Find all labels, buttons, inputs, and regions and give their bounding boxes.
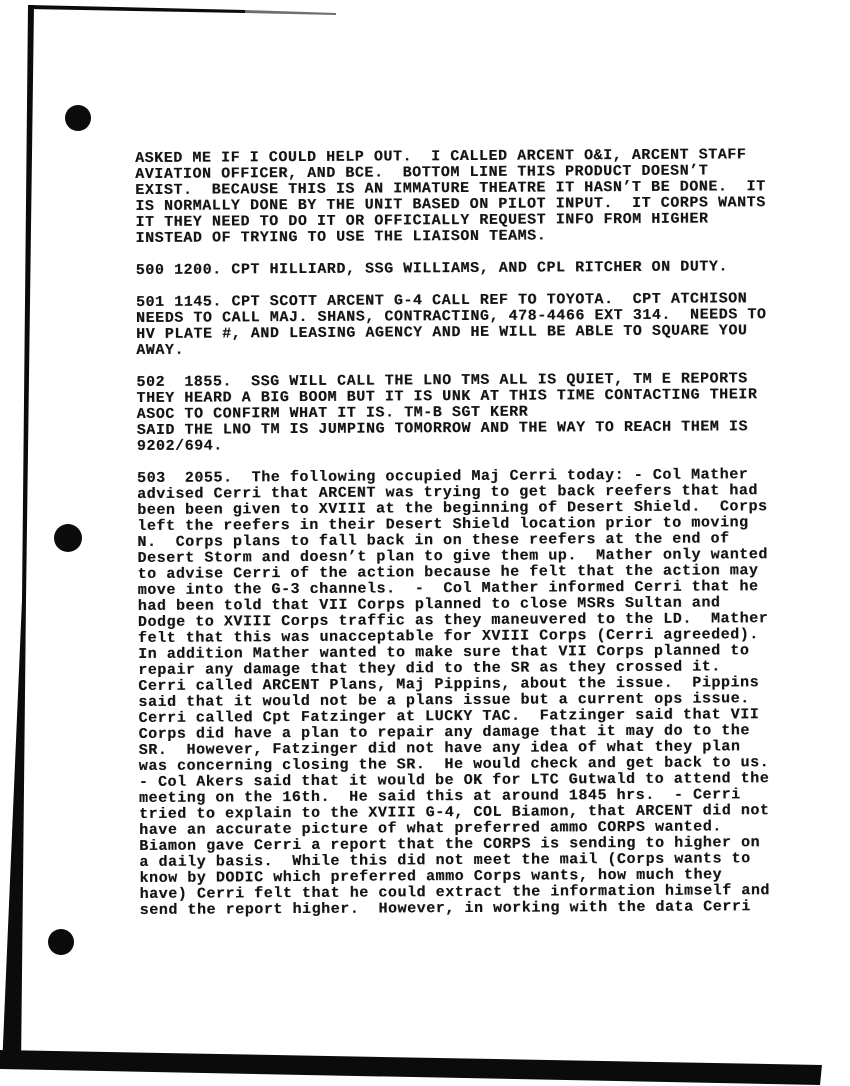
text-line: SR. However, Fatzinger did not have any idea of what they plan xyxy=(138,738,741,759)
typewritten-text-block xyxy=(135,147,788,935)
text-line: - Col Akers said that it would be OK for LTC Gutwald to attend the xyxy=(138,770,770,791)
hole-punch-top xyxy=(65,105,91,131)
entry-503 xyxy=(137,467,788,919)
text-line: Desert Storm and doesn’t plan to give them up. Mather only wanted xyxy=(137,546,768,567)
text-line: ASOC TO CONFIRM WHAT IT IS. TM-B SGT KERR xyxy=(136,403,529,423)
text-line: send the report higher. However, in working with the data Cerri xyxy=(139,898,751,919)
text-line: 9202/694. xyxy=(136,437,223,455)
scan-top-edge-line xyxy=(28,5,245,13)
text-line: AWAY. xyxy=(136,341,185,359)
text-line: Corps did have a plan to repair any damage that it may do to the xyxy=(138,722,750,743)
text-line: In addition Mather wanted to make sure that VII Corps planned to xyxy=(138,642,750,663)
text-line: NEEDS TO CALL MAJ. SHANS, CONTRACTING, 478-4466 EXT 314. NEEDS TO xyxy=(135,306,767,327)
text-line: had been told that VII Corps planned to close MSRs Sultan and xyxy=(137,594,721,615)
text-line: HV PLATE #, AND LEASING AGENCY AND HE WILL BE ABLE TO SQUARE YOU xyxy=(136,322,748,343)
text-line: a daily basis. While this did not meet the mail (Corps wants to xyxy=(139,850,751,871)
text-line: Cerri called Cpt Fatzinger at LUCKY TAC. Fatzinger said that VII xyxy=(138,706,760,727)
text-line: 501 1145. CPT SCOTT ARCENT G-4 CALL REF TO TOYOTA. CPT ATCHISON xyxy=(135,290,748,311)
text-line: been been given to XVIII at the beginning of Desert Shield. Corps xyxy=(137,498,768,519)
text-line: THEY HEARD A BIG BOOM BUT IT IS UNK AT THIS TIME CONTACTING THEIR xyxy=(136,386,758,407)
hole-punch-middle xyxy=(54,524,82,552)
entry-501 xyxy=(136,291,784,359)
text-line: have) Cerri felt that he could extract the information himself and xyxy=(139,882,770,903)
text-line: advised Cerri that ARCENT was trying to get back reefers that had xyxy=(137,482,758,503)
text-line: was concerning closing the SR. He would check and get back to us. xyxy=(138,754,770,775)
scan-top-edge-line-fade xyxy=(245,10,336,15)
entry-502 xyxy=(136,371,784,455)
text-line: N. Corps plans to fall back in on these reefers at the end of xyxy=(137,530,730,551)
text-line: to advise Cerri of the action because he felt that the action may xyxy=(137,562,759,583)
text-line: have an accurate picture of what preferred ammo CORPS wanted. xyxy=(139,818,722,839)
text-line: move into the G-3 channels. - Col Mather informed Cerri that he xyxy=(137,578,759,599)
text-line: INSTEAD OF TRYING TO USE THE LIAISON TEAMS. xyxy=(135,227,547,247)
text-line: 500 1200. CPT HILLIARD, SSG WILLIAMS, AND CPL RITCHER ON DUTY. xyxy=(135,258,728,279)
text-line: EXIST. BECAUSE THIS IS AN IMMATURE THEATRE IT HASN’T BE DONE. IT xyxy=(135,178,766,199)
text-line: Dodge to XVIII Corps traffic as they maneuvered to the LD. Mather xyxy=(137,610,769,631)
text-line: left the reefers in their Desert Shield location prior to moving xyxy=(137,514,749,535)
hole-punch-bottom xyxy=(48,929,74,955)
text-line: IT THEY NEED TO DO IT OR OFFICIALLY REQUEST INFO FROM HIGHER xyxy=(135,210,709,231)
text-line: meeting on the 16th. He said this at around 1845 hrs. - Cerri xyxy=(138,786,741,807)
scan-bottom-edge-bar xyxy=(0,1050,822,1085)
entry-500 xyxy=(136,259,784,279)
text-line: AVIATION OFFICER, AND BCE. BOTTOM LINE THIS PRODUCT DOESN’T xyxy=(135,162,709,183)
text-line: ASKED ME IF I COULD HELP OUT. I CALLED ARCENT O&I, ARCENT STAFF xyxy=(134,146,747,167)
text-line: Biamon gave Cerri a report that the CORPS is sending to higher on xyxy=(139,834,761,855)
text-line: SAID THE LNO TM IS JUMPING TOMORROW AND THE WAY TO REACH THEM IS xyxy=(136,418,749,439)
text-line: know by DODIC which preferred ammo Corps wants, how much they xyxy=(139,866,723,887)
text-line: 503 2055. The following occupied Maj Cerri today: - Col Mather xyxy=(136,466,749,487)
text-line: 502 1855. SSG WILL CALL THE LNO TMS ALL IS QUIET, TM E REPORTS xyxy=(136,370,748,391)
scan-left-edge-line xyxy=(2,5,34,1068)
text-line: Cerri called ARCENT Plans, Maj Pippins, about the issue. Pippins xyxy=(138,674,760,695)
text-line: tried to explain to the XVIII G-4, COL Biamon, that ARCENT did not xyxy=(139,802,770,823)
text-line: repair any damage that they did to the SR as they crossed it. xyxy=(138,658,721,679)
text-line: said that it would not be a plans issue but a current ops issue. xyxy=(138,690,750,711)
continuation-paragraph xyxy=(135,147,784,247)
text-line: IS NORMALLY DONE BY THE UNIT BASED ON PILOT INPUT. IT CORPS WANTS xyxy=(135,194,766,215)
text-line: felt that this was unacceptable for XVIII Corps (Cerri agreeded). xyxy=(137,626,759,647)
